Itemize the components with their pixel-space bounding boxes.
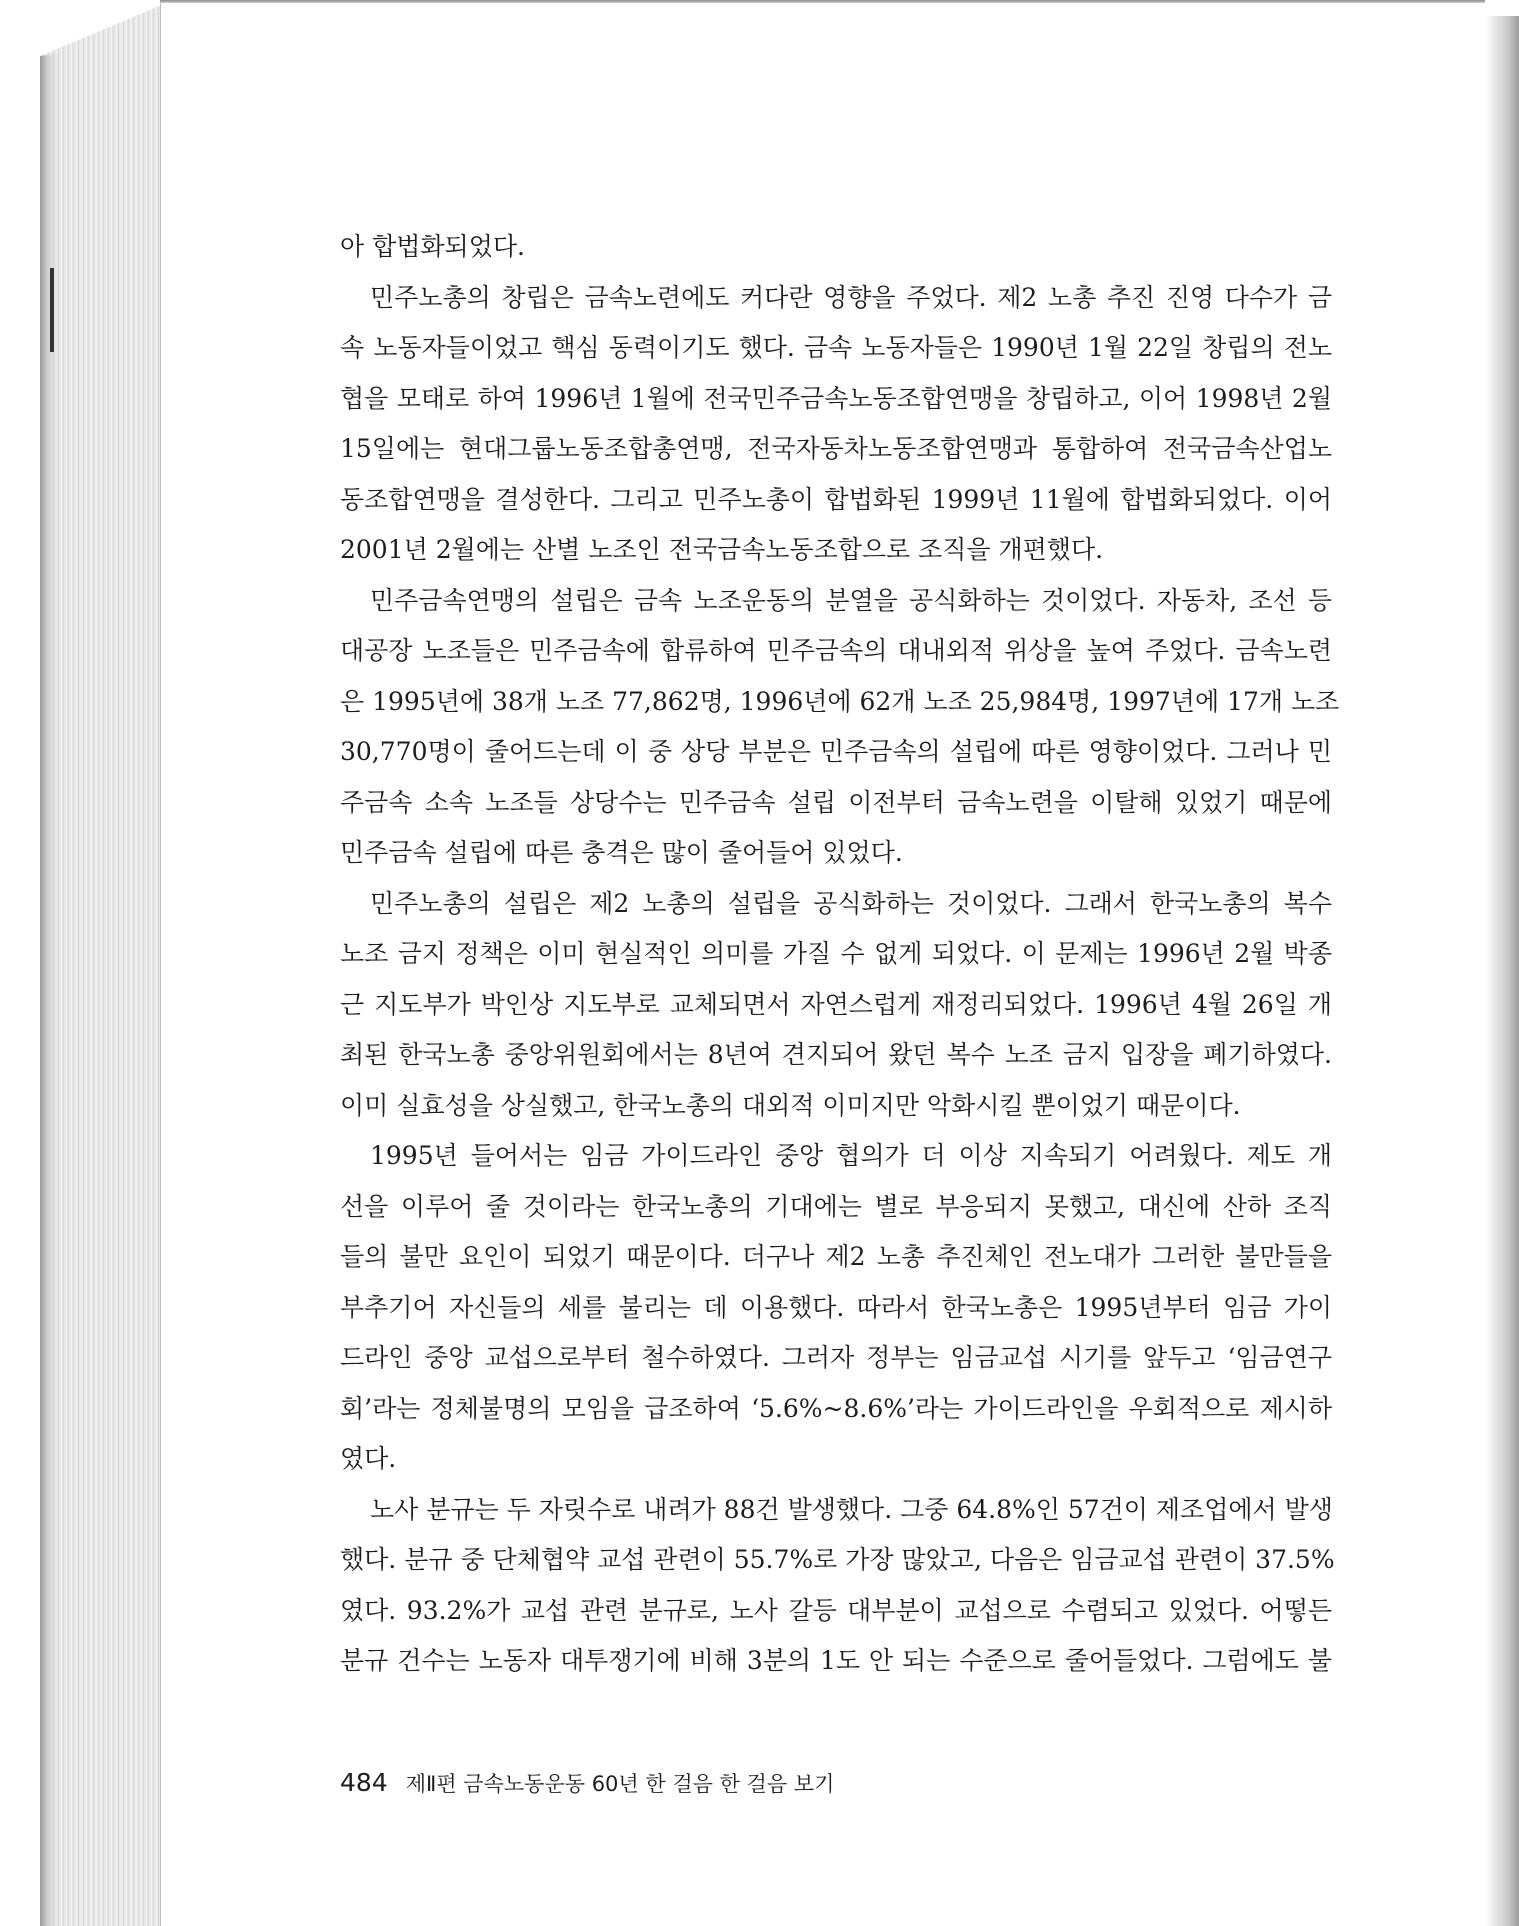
text-line: 들의 불만 요인이 되었기 때문이다. 더구나 제2 노총 추진체인 전노대가 그러한 불만들을: [340, 1242, 1332, 1271]
text-line: 노조 금지 정책은 이미 현실적인 의미를 가질 수 없게 되었다. 이 문제는 1996년 2월 박종: [340, 939, 1332, 968]
text-line: 민주노총의 설립은 제2 노총의 설립을 공식화하는 것이었다. 그래서 한국노총의 복수: [370, 888, 1332, 918]
page-corner: [1485, 0, 1519, 16]
text-line: 15일에는 현대그룹노동조합총연맹, 전국자동차노동조합연맹과 통합하여 전국금속산업노: [340, 434, 1332, 463]
page-footer: [340, 1768, 834, 1808]
text-line: 했다. 분규 중 단체협약 교섭 관련이 55.7%로 가장 많았고, 다음은 임금교섭 관련이 37.5%: [340, 1545, 1335, 1574]
page-right-shadow: [1485, 0, 1519, 1926]
bookmark-ribbon: [50, 268, 54, 352]
running-footer-title: 제Ⅱ편 금속노동운동 60년 한 걸음 한 걸음 보기: [405, 1772, 835, 1796]
text-line: 민주노총의 창립은 금속노련에도 커다란 영향을 주었다. 제2 노총 추진 진영 다수가 금: [370, 282, 1332, 312]
text-line: 였다.: [340, 1444, 397, 1473]
body-text: [340, 222, 1340, 1687]
book-edge-shadow: [40, 4, 58, 1926]
text-line: 선을 이루어 줄 것이라는 한국노총의 기대에는 별로 부응되지 못했고, 대신에 산하 조직: [340, 1191, 1332, 1221]
text-line: 주금속 소속 노조들 상당수는 민주금속 설립 이전부터 금속노련을 이탈해 있었기 때문에: [340, 787, 1332, 817]
text-line: 회’라는 정체불명의 모임을 급조하여 ‘5.6%~8.6%’라는 가이드라인을 우회적으로 제시하: [340, 1393, 1332, 1423]
text-line: 분규 건수는 노동자 대투쟁기에 비해 3분의 1도 안 되는 수준으로 줄어들었다. 그럼에도 불: [340, 1646, 1332, 1675]
page-top-edge: [160, 0, 1519, 3]
text-line: 30,770명이 줄어드는데 이 중 상당 부분은 민주금속의 설립에 따른 영향이었다. 그러나 민: [340, 737, 1332, 766]
text-line: 노사 분규는 두 자릿수로 내려가 88건 발생했다. 그중 64.8%인 57건이 제조업에서 발생: [370, 1494, 1333, 1524]
text-line: 협을 모태로 하여 1996년 1월에 전국민주금속노동조합연맹을 창립하고, 이어 1998년 2월: [340, 383, 1332, 413]
text-line: 대공장 노조들은 민주금속에 합류하여 민주금속의 대내외적 위상을 높여 주었다. 금속노련: [340, 636, 1332, 665]
text-line: 민주금속연맹의 설립은 금속 노조운동의 분열을 공식화하는 것이었다. 자동차, 조선 등: [370, 585, 1332, 615]
page-number: 484: [340, 1768, 388, 1797]
text-line: 부추기어 자신들의 세를 불리는 데 이용했다. 따라서 한국노총은 1995년부터 임금 가이: [340, 1292, 1332, 1322]
text-line: 아 합법화되었다.: [340, 232, 525, 261]
text-line: 드라인 중앙 교섭으로부터 철수하였다. 그러자 정부는 임금교섭 시기를 앞두고 ‘임금연구: [340, 1343, 1332, 1372]
text-line: 속 노동자들이었고 핵심 동력이기도 했다. 금속 노동자들은 1990년 1월 22일 창립의 전노: [340, 333, 1332, 362]
text-line: 이미 실효성을 상실했고, 한국노총의 대외적 이미지만 악화시킬 뿐이었기 때문이다.: [340, 1090, 1241, 1120]
text-line: 은 1995년에 38개 노조 77,862명, 1996년에 62개 노조 25,984명, 1997년에 17개 노조: [340, 686, 1340, 716]
text-line: 2001년 2월에는 산별 노조인 전국금속노동조합으로 조직을 개편했다.: [340, 535, 1104, 564]
text-line: 민주금속 설립에 따른 충격은 많이 줄어들어 있었다.: [340, 838, 903, 867]
text-line: 였다. 93.2%가 교섭 관련 분규로, 노사 갈등 대부분이 교섭으로 수렴되고 있었다. 어떻든: [340, 1595, 1332, 1625]
book-page-edges: [40, 4, 164, 1926]
text-line: 1995년 들어서는 임금 가이드라인 중앙 협의가 더 이상 지속되기 어려웠다. 제도 개: [370, 1141, 1332, 1170]
text-line: 동조합연맹을 결성한다. 그리고 민주노총이 합법화된 1999년 11월에 합법화되었다. 이어: [340, 484, 1332, 514]
text-line: 근 지도부가 박인상 지도부로 교체되면서 자연스럽게 재정리되었다. 1996년 4월 26일 개: [340, 989, 1332, 1019]
text-line: 최된 한국노총 중앙위원회에서는 8년여 견지되어 왔던 복수 노조 금지 입장을 폐기하였다.: [340, 1040, 1332, 1069]
